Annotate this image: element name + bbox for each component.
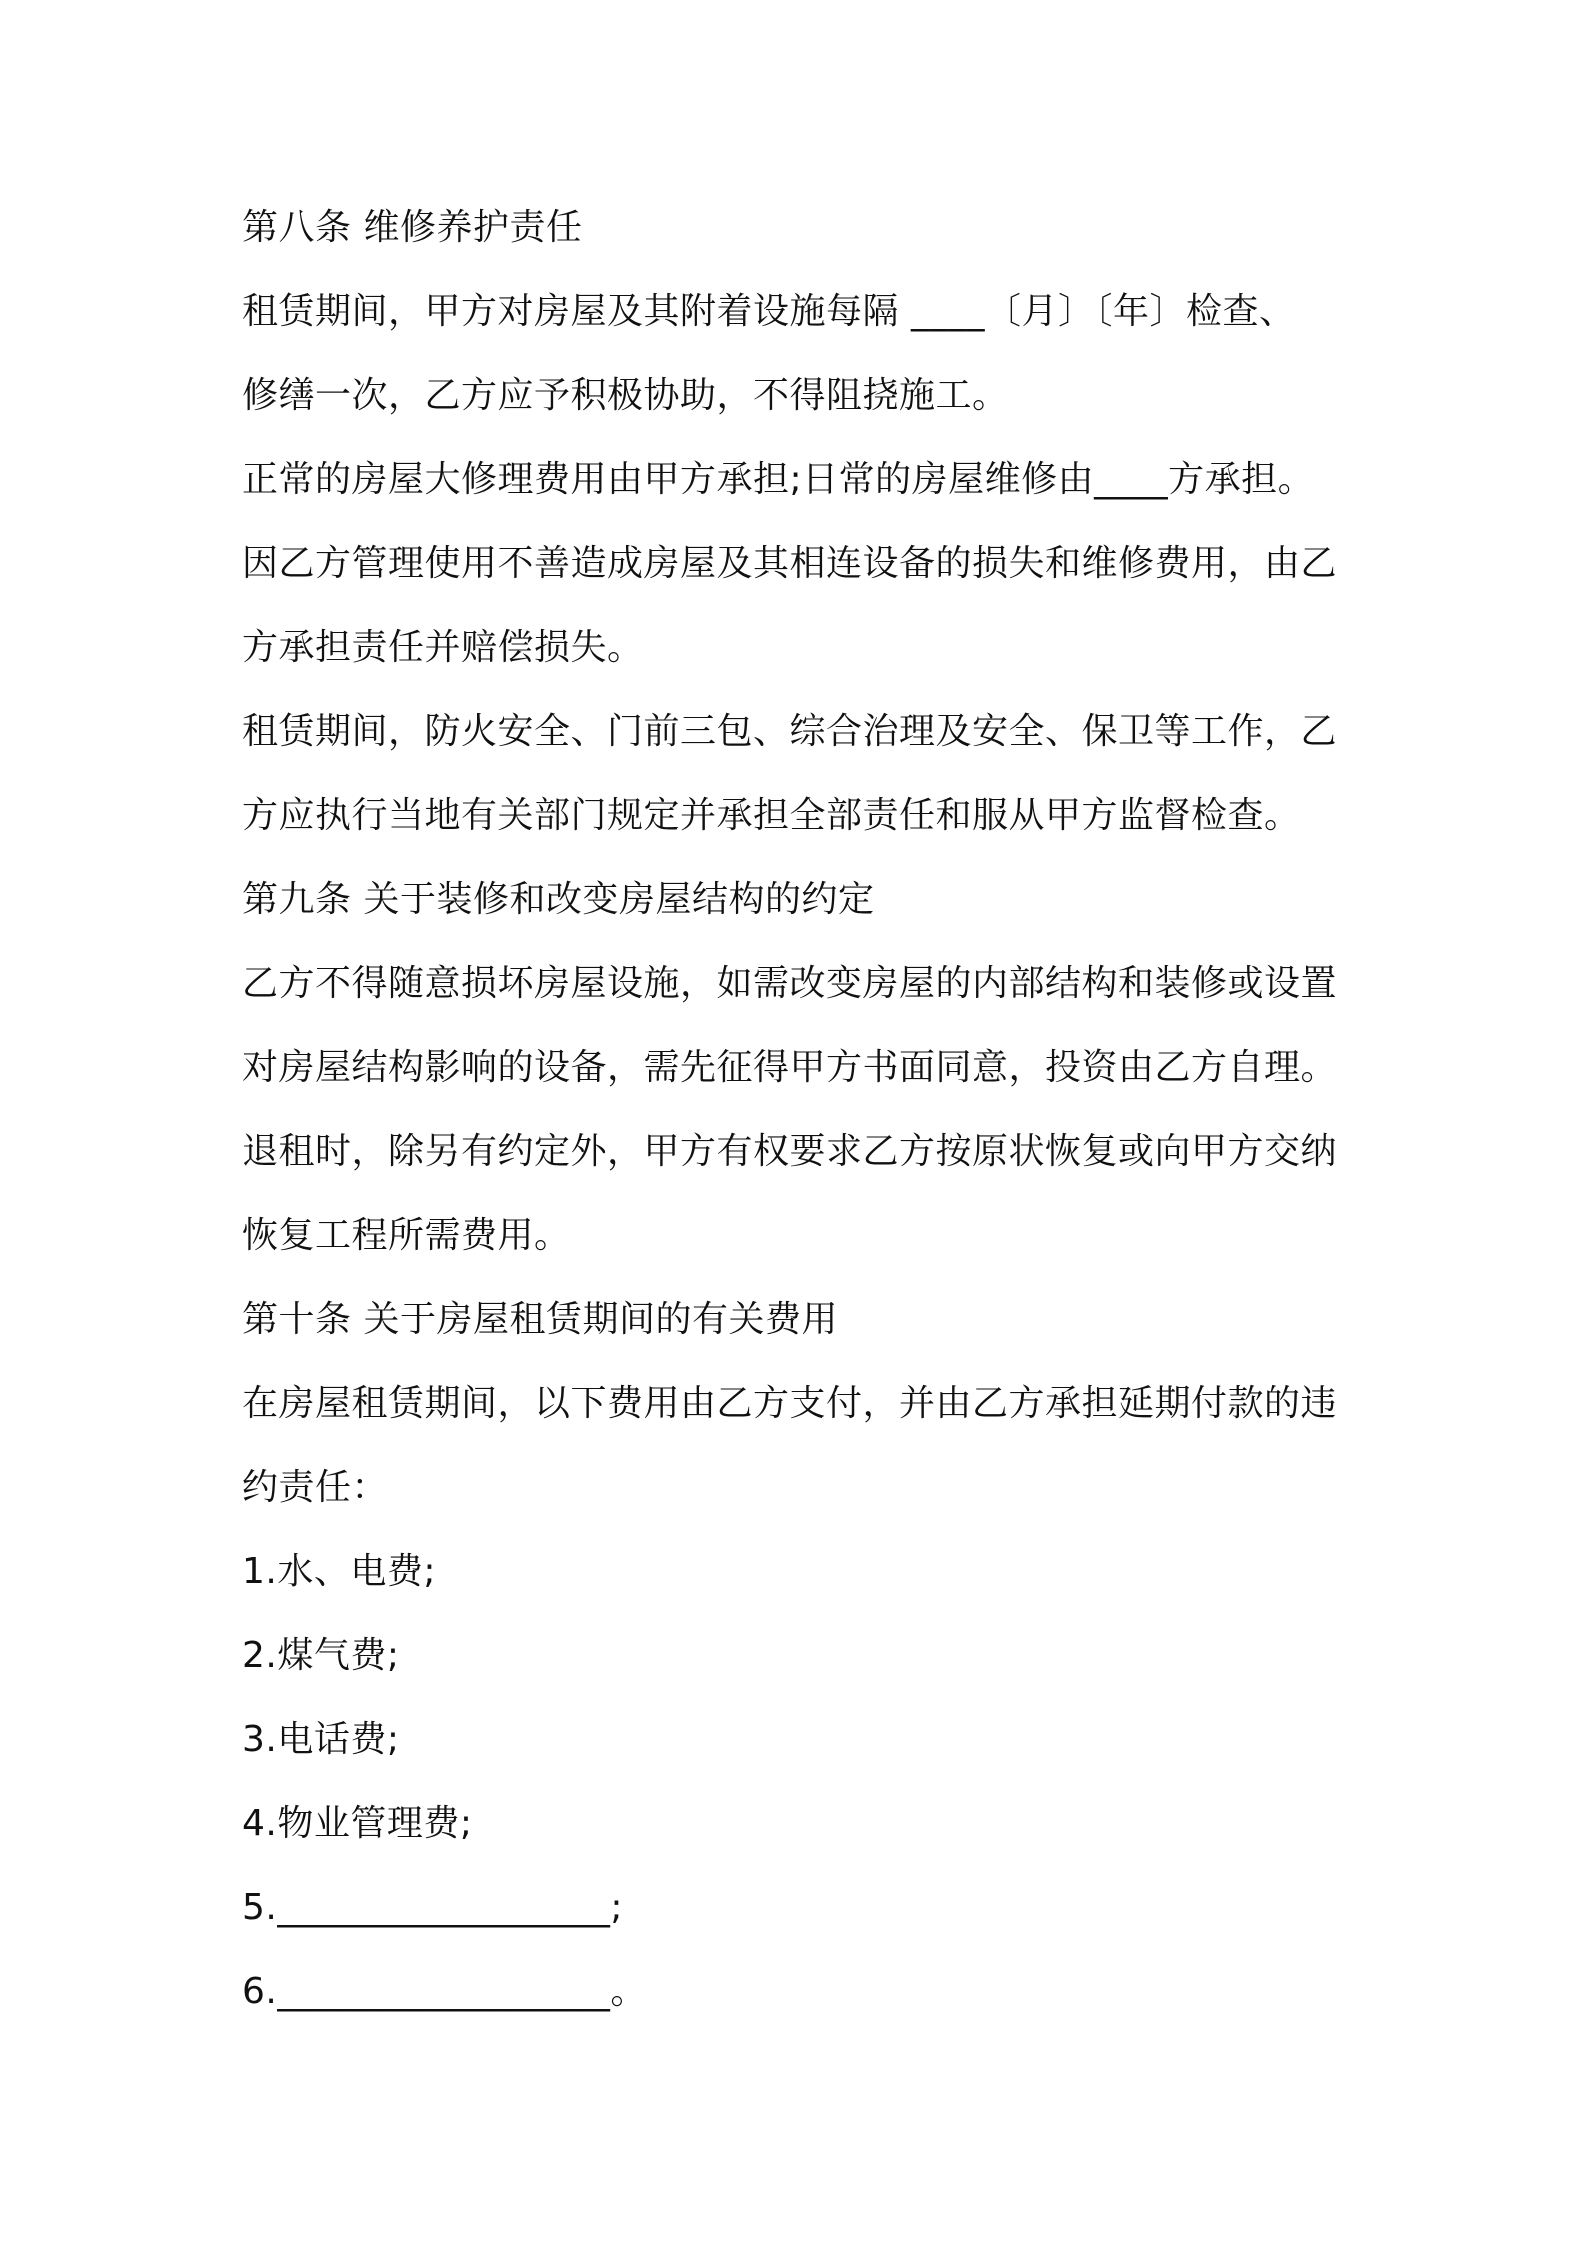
article-9-heading: 第九条 关于装修和改变房屋结构的约定 xyxy=(242,879,875,920)
fee-list-item: 2.煤气费; xyxy=(242,1635,400,1676)
paragraph-line: 乙方不得随意损坏房屋设施，如需改变房屋的内部结构和装修或设置 xyxy=(242,963,1338,1004)
article-10-heading: 第十条 关于房屋租赁期间的有关费用 xyxy=(242,1299,838,1340)
paragraph-line: 退租时，除另有约定外，甲方有权要求乙方按原状恢复或向甲方交纳 xyxy=(242,1131,1338,1172)
paragraph-line: 租赁期间，甲方对房屋及其附着设施每隔 ____〔月〕〔年〕检查、 xyxy=(242,291,1296,332)
paragraph-line: 方承担责任并赔偿损失。 xyxy=(242,627,644,668)
paragraph-line: 方应执行当地有关部门规定并承担全部责任和服从甲方监督检查。 xyxy=(242,795,1301,836)
fee-list-item: 1.水、电费; xyxy=(242,1551,436,1592)
article-8-heading: 第八条 维修养护责任 xyxy=(242,207,583,248)
fee-list-item: 4.物业管理费; xyxy=(242,1803,473,1844)
paragraph-line: 修缮一次，乙方应予积极协助，不得阻挠施工。 xyxy=(242,375,1009,416)
paragraph-line: 租赁期间，防火安全、门前三包、综合治理及安全、保卫等工作，乙 xyxy=(242,711,1338,752)
paragraph-line: 正常的房屋大修理费用由甲方承担;日常的房屋维修由____方承担。 xyxy=(242,459,1315,500)
paragraph-line: 在房屋租赁期间，以下费用由乙方支付，并由乙方承担延期付款的违 xyxy=(242,1383,1338,1424)
fee-list-item-blank: 5.__________________; xyxy=(242,1887,623,1928)
paragraph-line: 恢复工程所需费用。 xyxy=(242,1215,571,1256)
fee-list-item-blank: 6.__________________。 xyxy=(242,1971,647,2012)
paragraph-line: 因乙方管理使用不善造成房屋及其相连设备的损失和维修费用，由乙 xyxy=(242,543,1338,584)
fee-list-item: 3.电话费; xyxy=(242,1719,400,1760)
paragraph-line: 约责任： xyxy=(242,1467,389,1508)
paragraph-line: 对房屋结构影响的设备，需先征得甲方书面同意，投资由乙方自理。 xyxy=(242,1047,1338,1088)
